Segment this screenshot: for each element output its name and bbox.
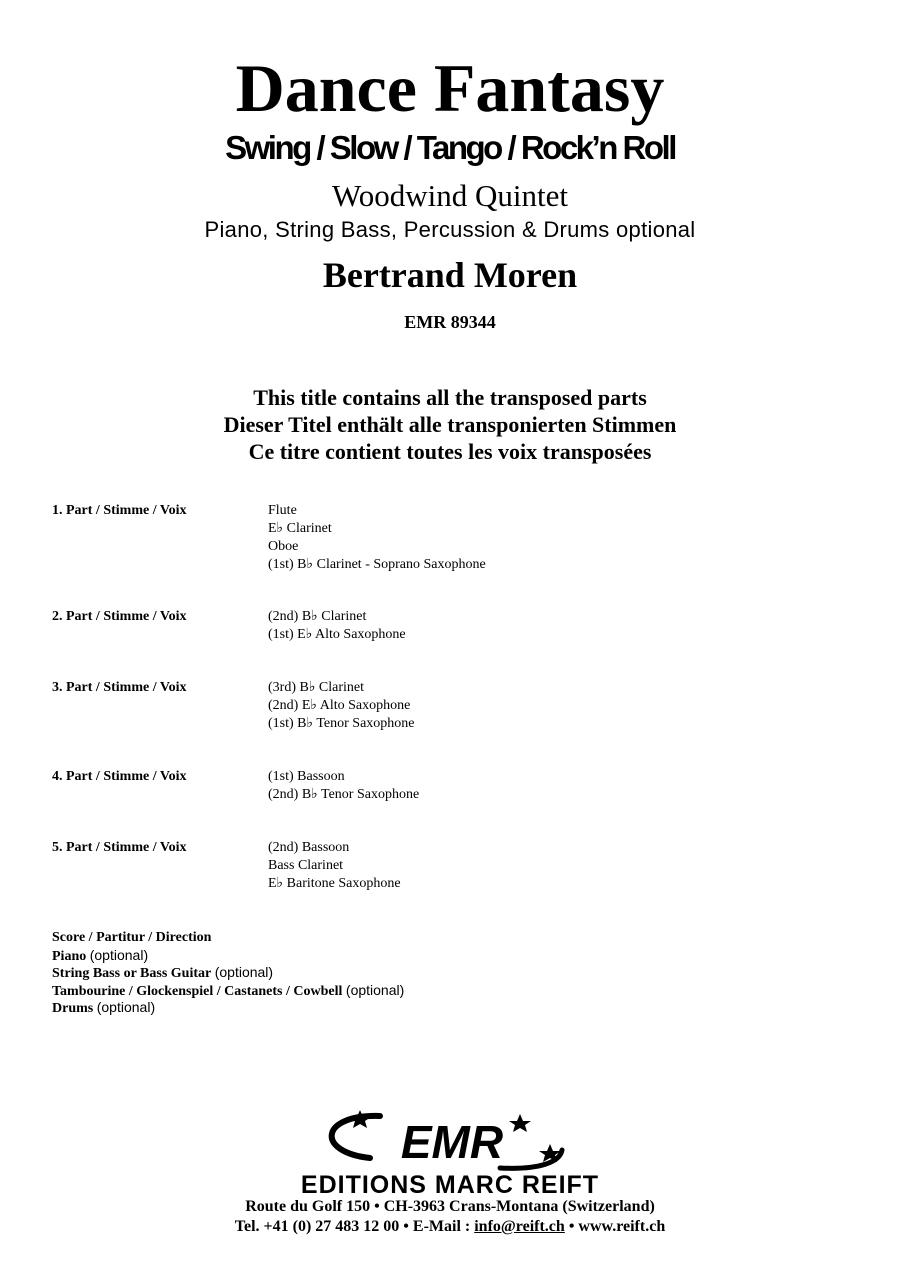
- part-instruments: [268, 679, 668, 733]
- logo-text: EMR: [400, 1116, 504, 1168]
- instrument: E♭ Baritone Saxophone: [268, 876, 401, 891]
- extra-score: Score / Partitur / Direction: [52, 930, 212, 945]
- instrument: Flute: [268, 503, 297, 518]
- instrument: E♭ Clarinet: [268, 521, 332, 536]
- part-instruments: [268, 768, 668, 804]
- part-label: 3. Part / Stimme / Voix: [52, 680, 187, 695]
- part-label: 5. Part / Stimme / Voix: [52, 840, 187, 855]
- instrument: (2nd) Bassoon: [268, 840, 350, 855]
- publisher-contact: Tel. +41 (0) 27 483 12 00 • E-Mail : info@reift.ch • www.reift.ch: [234, 1218, 666, 1235]
- part-label: 4. Part / Stimme / Voix: [52, 769, 187, 784]
- instrument: (3rd) B♭ Clarinet: [268, 680, 365, 695]
- part-instruments: [268, 608, 668, 644]
- transposition-notice: [0, 384, 900, 465]
- subtitle-styles: Swing / Slow / Tango / Rock’n Roll: [225, 129, 675, 166]
- extra-piano: Piano (optional): [52, 946, 149, 964]
- part-instruments: [268, 839, 668, 893]
- publisher-name: EDITIONS MARC REIFT: [300, 1171, 600, 1199]
- instrument: (1st) B♭ Tenor Saxophone: [268, 716, 415, 731]
- additional-parts: [52, 929, 404, 1017]
- part-label: 2. Part / Stimme / Voix: [52, 609, 187, 624]
- catalog-number: EMR 89344: [404, 312, 496, 332]
- composer-name: Bertrand Moren: [322, 255, 578, 295]
- instrument: (1st) E♭ Alto Saxophone: [268, 627, 406, 642]
- page-title: Dance Fantasy: [235, 50, 665, 126]
- part-label: 1. Part / Stimme / Voix: [52, 503, 187, 518]
- instrument: Oboe: [268, 539, 299, 554]
- notice-german: Dieser Titel enthält alle transponierten Stimmen: [223, 412, 677, 437]
- optional-instruments: Piano, String Bass, Percussion & Drums optional: [204, 217, 696, 242]
- instrument: (2nd) E♭ Alto Saxophone: [268, 698, 411, 713]
- instrument: (2nd) B♭ Clarinet: [268, 609, 367, 624]
- part-instruments: [268, 502, 668, 574]
- extra-drums: Drums (optional): [52, 999, 156, 1016]
- email-link[interactable]: info@reift.ch: [474, 1218, 565, 1235]
- extra-percussion: Tambourine / Glockenspiel / Castanets / Cowbell (optional): [52, 981, 405, 999]
- instrument: (1st) Bassoon: [268, 769, 345, 784]
- instrument: (2nd) B♭ Tenor Saxophone: [268, 787, 420, 802]
- notice-english: This title contains all the transposed parts: [253, 385, 647, 410]
- instrument: Bass Clarinet: [268, 858, 344, 873]
- star-icon: [509, 1114, 531, 1132]
- emr-logo: [300, 1106, 600, 1174]
- extra-string-bass: String Bass or Bass Guitar (optional): [52, 964, 274, 981]
- publisher-address: Route du Golf 150 • CH-3963 Crans-Montana (Switzerland): [245, 1198, 655, 1215]
- ensemble-label: Woodwind Quintet: [331, 178, 568, 213]
- instrument: (1st) B♭ Clarinet - Soprano Saxophone: [268, 557, 486, 572]
- notice-french: Ce titre contient toutes les voix transposées: [248, 439, 652, 464]
- star-icon: [349, 1110, 371, 1128]
